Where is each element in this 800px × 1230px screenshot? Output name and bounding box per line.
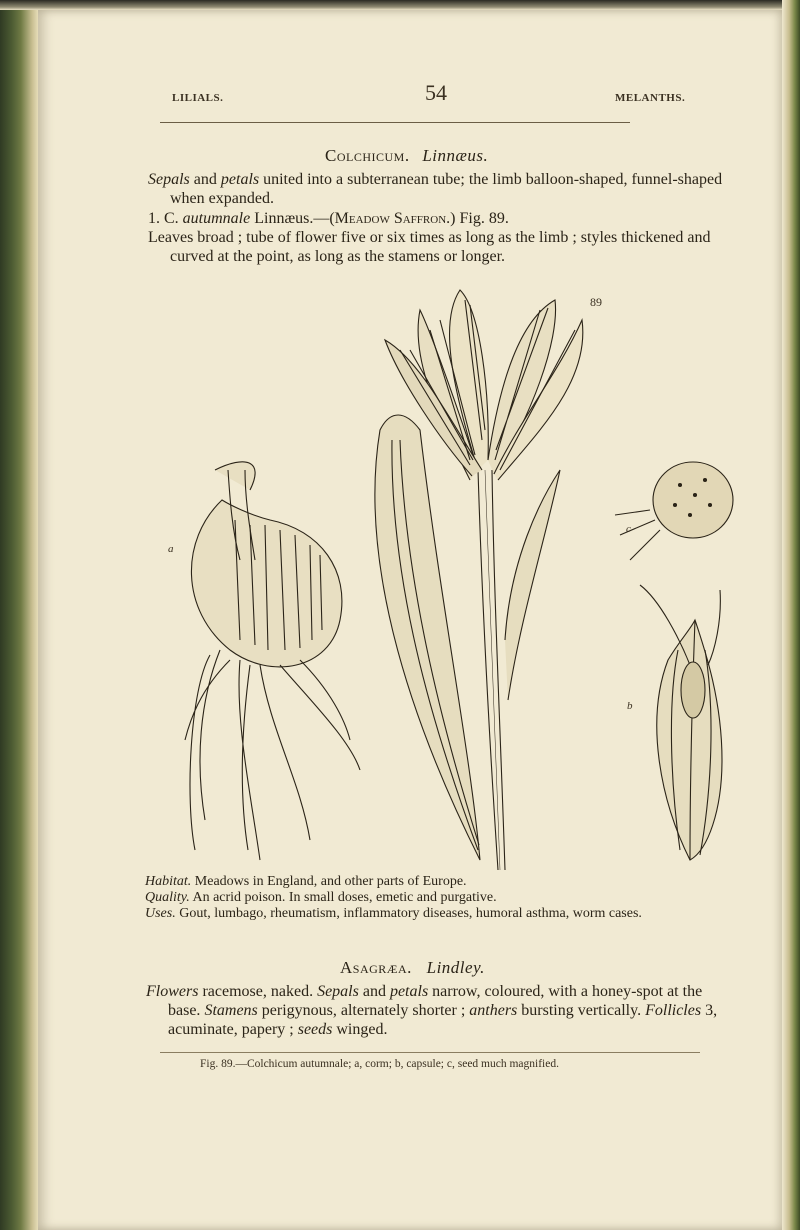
page-number: 54 [425, 80, 447, 105]
species-epithet: autumnale [182, 210, 251, 227]
subgenus-heading [340, 958, 485, 978]
figure-label-b: b [627, 700, 633, 712]
quality-label: Quality. [145, 890, 190, 905]
species-fig-ref: ) Fig. 89. [450, 210, 509, 227]
species-common-name: Meadow Saffron. [334, 210, 451, 227]
quality-text: An acrid poison. In small doses, emetic and purgative. [192, 890, 497, 905]
habitat-text: Meadows in England, and other parts of Europe. [194, 874, 467, 889]
uses-label: Uses. [145, 906, 176, 921]
genus-author: Linnæus. [422, 146, 489, 165]
subgenus-desc-part3: perigynous, alternately shorter ; [261, 1002, 466, 1019]
crocus-flower-drawing [375, 290, 583, 870]
word-and-2: and [362, 983, 386, 1000]
term-anthers: anthers [469, 1002, 518, 1019]
term-petals: petals [220, 171, 260, 188]
subgenus-desc-part5: 3, acuminate, papery ; [168, 1002, 718, 1038]
leaves-description: Leaves broad ; tube of flower five or six times as long as the limb ; styles thickened and curved at the point, as long as the stamens or longer. [148, 229, 711, 265]
capsule-drawing [640, 585, 722, 860]
term-follicles: Follicles [645, 1002, 702, 1019]
subgenus-desc-part2: narrow, coloured, with a honey-spot at the base. [168, 983, 703, 1019]
uses-line [145, 906, 767, 922]
caption-rule [160, 1052, 700, 1053]
quality-line [145, 890, 745, 906]
subgenus-name: Asagræa. [340, 958, 412, 977]
running-head-right: MELANTHS. [615, 92, 686, 104]
term-seeds: seeds [297, 1021, 333, 1038]
corm-drawing [185, 462, 360, 860]
uses-text: Gout, lumbago, rheumatism, inflammatory diseases, humoral asthma, worm cases. [179, 906, 642, 921]
habitat-line [145, 874, 745, 890]
species-author: Linnæus.—( [254, 210, 335, 227]
word-and: and [193, 171, 217, 188]
subgenus-desc-part6: winged. [336, 1021, 388, 1038]
figure-number: 89 [590, 295, 602, 309]
figure-label-c: c [626, 523, 631, 535]
term-petals-2: petals [389, 983, 429, 1000]
subgenus-desc-part1: racemose, naked. [202, 983, 314, 1000]
habitat-label: Habitat. [145, 874, 192, 889]
genus-name: Colchicum. [325, 146, 410, 165]
subgenus-desc-part4: bursting vertically. [521, 1002, 642, 1019]
figure-label-a: a [168, 543, 174, 555]
figure-caption: Fig. 89.—Colchicum autumnale; a, corm; b, capsule; c, seed much magnified. [200, 1058, 559, 1070]
subgenus-description [146, 982, 738, 1039]
description-text: united into a subterranean tube; the limb balloon-shaped, funnel-shaped when expanded. [170, 171, 723, 207]
term-sepals: Sepals [148, 171, 190, 188]
term-stamens: Stamens [204, 1002, 258, 1019]
term-flowers: Flowers [146, 983, 199, 1000]
running-head-left: LILIALS. [172, 92, 224, 104]
seed-drawing [615, 462, 733, 560]
subgenus-author: Lindley. [426, 958, 485, 977]
species-number: 1. C. [148, 210, 179, 227]
term-sepals-2: Sepals [317, 983, 359, 1000]
